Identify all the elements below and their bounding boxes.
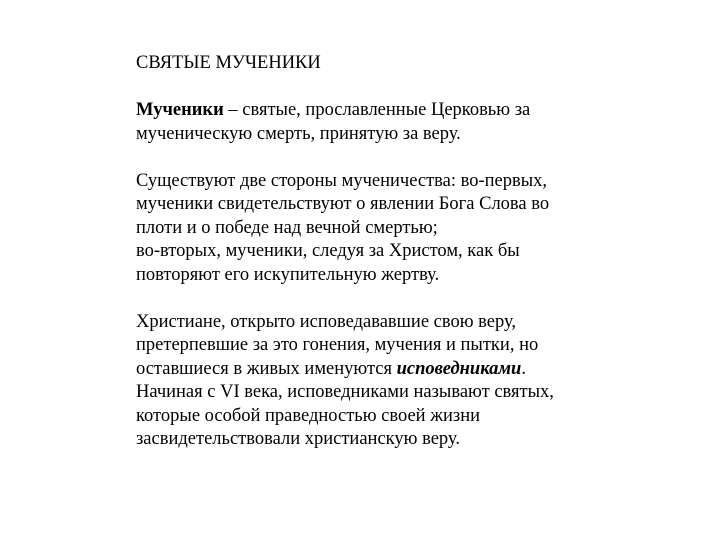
two-sides-line-1: Существуют две стороны мученичества: во-первых, (136, 170, 548, 191)
term-martyrs: Мученики (136, 100, 224, 120)
confessors-line-1: Христиане, открыто исповедававшие свою веру, (136, 311, 517, 332)
confessors-line-3-text: оставшиеся в живых именуются (136, 358, 397, 379)
definition-text: – святые, прославленные Церковью за (223, 100, 531, 120)
slide-title: СВЯТЫЕ МУЧЕНИКИ (136, 53, 321, 73)
confessors-line-2: претерпевшие за это гонения, мучения и пытки, но (136, 335, 539, 355)
confessors-line-3-period: . (521, 358, 526, 379)
paragraph-two-sides (136, 170, 676, 288)
two-sides-line-5: повторяют его искупительную жертву. (136, 264, 440, 285)
paragraph-confessors (136, 311, 676, 452)
confessors-line-6: засвидетельствовали христианскую веру. (136, 429, 460, 449)
confessors-line-3 (136, 358, 676, 382)
paragraph-definition (136, 99, 676, 146)
confessors-line-5: которые особой праведностью своей жизни (136, 405, 481, 426)
slide-text (136, 52, 676, 452)
term-confessors: исповедниками (396, 358, 522, 379)
paragraph-gap (136, 146, 676, 170)
definition-line-1 (136, 99, 676, 123)
paragraph-gap (136, 287, 676, 311)
two-sides-line-4: во-вторых, мученики, следуя за Христом, как бы (136, 241, 520, 261)
definition-line-2: мученическую смерть, принятую за веру. (136, 123, 461, 144)
two-sides-line-2: мученики свидетельствуют о явлении Бога Слова во (136, 194, 550, 214)
confessors-line-4: Начиная с VI века, исповедниками называют святых, (136, 382, 554, 402)
two-sides-line-3: плоти и о победе над вечной смертью; (136, 217, 438, 238)
